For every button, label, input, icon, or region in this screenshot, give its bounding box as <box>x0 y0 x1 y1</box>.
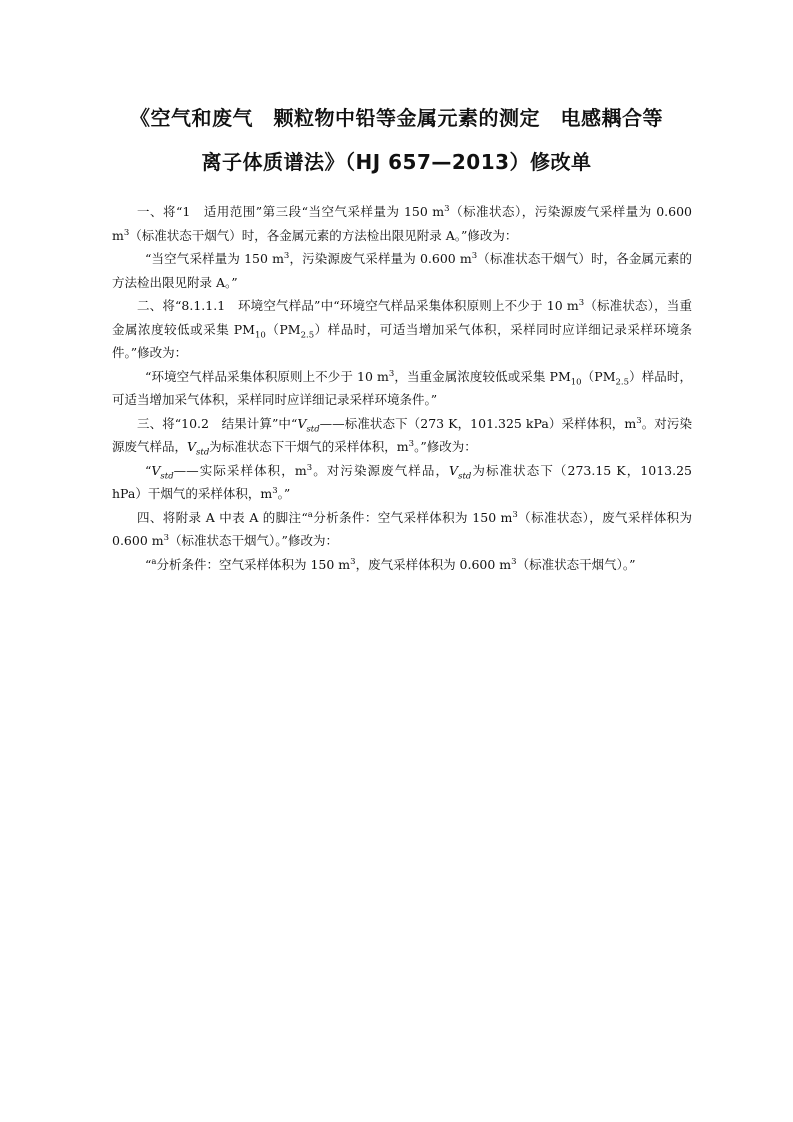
amendment-item-2: 二、将“8.1.1.1 环境空气样品”中“环境空气样品采集体积原则上不少于 10 $m^3$（标准状态），当重金属浓度较低或采集 $PM_{10}(PM_{2.5})$样品时，可适当增加采气体积，采样同时应详细记录采样环境条件。”修改为： <box>112 297 692 360</box>
amendment-item-4-new-text: “$^a$分析条件：空气采样体积为 150 $m^3$，废气采样体积为 0.600 $m^3$（标准状态干烟气）。” <box>145 556 636 572</box>
document-title-line-2: 离子体质谱法》（HJ 657—2013）修改单 <box>201 150 592 174</box>
document-title-line-1: 《空气和废气 颗粒物中铅等金属元素的测定 电感耦合等 <box>130 106 663 130</box>
amendment-item-2-new-text: “环境空气样品采集体积原则上不少于 10 $m^3$，当重金属浓度较低或采集 $PM_{10}(PM_{2.5})$样品时，可适当增加采气体积，采样同时应详细记录采样环境条件。” <box>112 368 692 407</box>
amendment-item-1-new-text: “当空气采样量为 150 $m^3$，污染源废气采样量为 0.600 $m^3$（标准状态干烟气）时，各金属元素的方法检出限见附录 A。” <box>112 250 692 290</box>
amendment-item-4: 四、将附录 A 中表 A 的脚注“$^a$分析条件：空气采样体积为 150 $m^3$（标准状态），废气采样体积为 0.600 $m^3$（标准状态干烟气）。”修改为： <box>112 509 692 548</box>
amendment-item-3-new-text: “$V_{std}——$实际采样体积，$m^3$。对污染源废气样品，$V_{std}$为标准状态下（273.15 K，1013.25 hPa）干烟气的采样体积，$m^3$。” <box>112 462 692 501</box>
amendment-item-3: 三、将“10.2 结果计算”中“$V_{std}——$标准状态下（273 K，101.325 kPa）采样体积，$m^3$。对污染源废气样品，$V_{std}$为标准状态下干烟气的采样体积，$m^3$。”修改为： <box>112 415 692 458</box>
amendment-item-1: 一、将“1 适用范围”第三段“当空气采样量为 150 $m^3$（标准状态），污染源废气采样量为 0.600 $m^3$（标准状态干烟气）时，各金属元素的方法检出限见附录 A。”修改为： <box>112 203 692 243</box>
document-body <box>112 200 692 576</box>
